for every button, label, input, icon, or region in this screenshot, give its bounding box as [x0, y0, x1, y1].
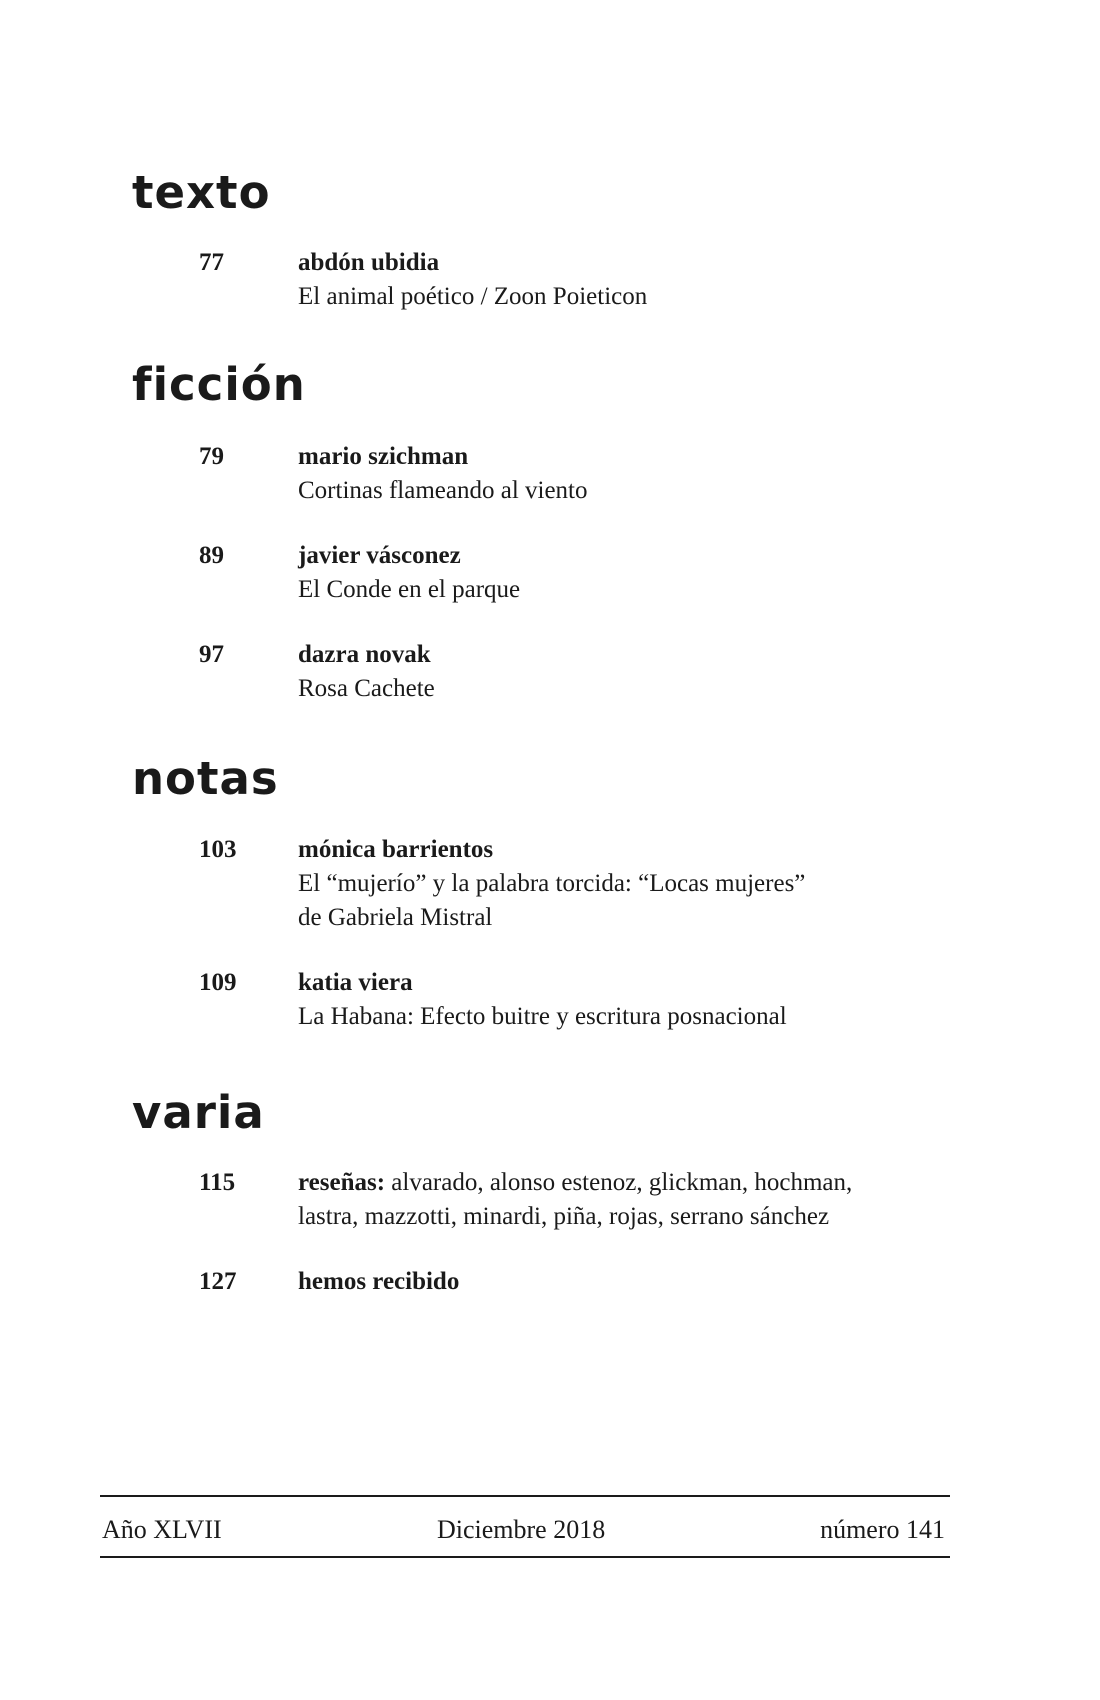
entry-author: dazra novak — [298, 641, 431, 668]
reviews-names-2: lastra, mazzotti, minardi, piña, rojas, serrano sánchez — [298, 1203, 830, 1230]
entry-title: El animal poético / Zoon Poieticon — [298, 283, 648, 310]
section-heading-varia: varia — [132, 1086, 265, 1139]
page-number: 89 — [199, 542, 224, 569]
page-number: 79 — [199, 443, 224, 470]
page-number: 109 — [199, 969, 237, 996]
reviews-label: reseñas: — [298, 1169, 386, 1196]
entry-title-line-1: El “mujerío” y la palabra torcida: “Locas mujeres” — [298, 870, 806, 897]
page-number: 77 — [199, 249, 224, 276]
section-heading-ficcion: ficción — [132, 358, 306, 411]
entry-author: mario szichman — [298, 443, 469, 470]
entry-title: El Conde en el parque — [298, 576, 521, 603]
footer-date: Diciembre 2018 — [437, 1515, 606, 1544]
page-number: 127 — [199, 1268, 237, 1295]
entry-author: katia viera — [298, 969, 413, 996]
footer-year: Año XLVII — [102, 1515, 222, 1544]
section-heading-notas: notas — [132, 752, 279, 805]
reviews-line-1 — [298, 1166, 938, 1200]
page-number: 115 — [199, 1169, 236, 1196]
entry-author: hemos recibido — [298, 1268, 460, 1295]
entry-title: Cortinas flameando al viento — [298, 477, 588, 504]
section-heading-texto: texto — [132, 166, 271, 219]
entry-title: Rosa Cachete — [298, 675, 435, 702]
entry-author: mónica barrientos — [298, 836, 494, 863]
page-number: 103 — [199, 836, 237, 863]
footer-issue: número 141 — [820, 1515, 945, 1544]
entry-author: abdón ubidia — [298, 249, 440, 276]
reviews-names-1: alvarado, alonso estenoz, glickman, hochman, — [391, 1169, 853, 1196]
entry-title: La Habana: Efecto buitre y escritura posnacional — [298, 1003, 787, 1030]
entry-title-line-2: de Gabriela Mistral — [298, 904, 493, 931]
footer-top-rule — [100, 1495, 950, 1497]
entry-author: javier vásconez — [298, 542, 461, 569]
page-number: 97 — [199, 641, 224, 668]
footer-bottom-rule — [100, 1556, 950, 1558]
